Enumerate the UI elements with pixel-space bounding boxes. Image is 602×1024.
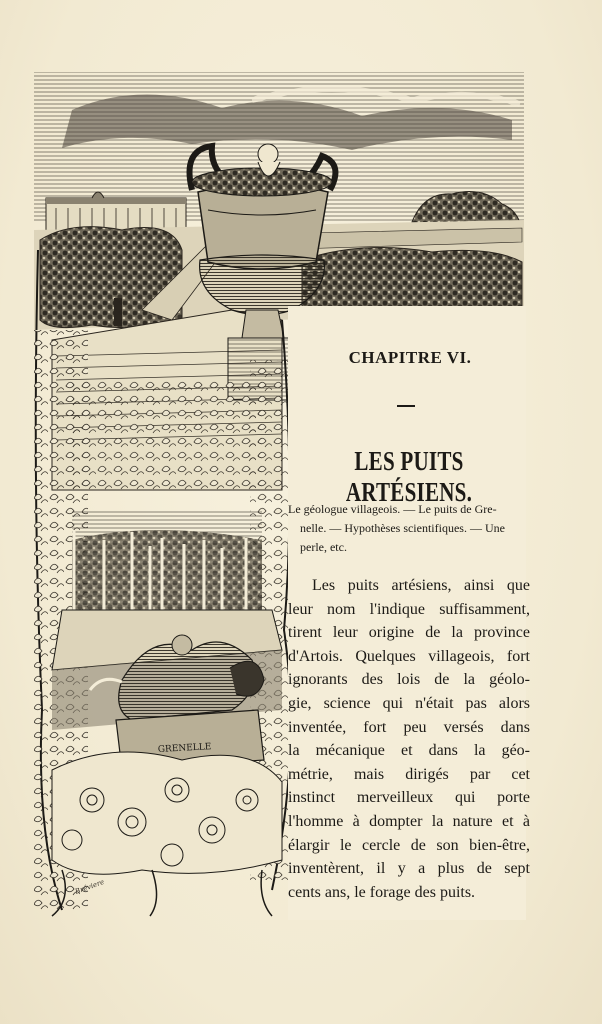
body-line: cents ans, le forage des puits. bbox=[288, 883, 476, 901]
body-line: inventèrent, il y a plus de sept bbox=[288, 860, 530, 878]
body-line: instinct merveilleux qui porte bbox=[288, 789, 530, 807]
pedestal-inscription: GRENELLE bbox=[157, 742, 212, 755]
flower-cluster-bottom bbox=[52, 752, 282, 916]
summary-line: perle, etc. bbox=[300, 540, 347, 554]
chapter-heading: CHAPITRE VI. bbox=[348, 348, 472, 367]
body-line: inventée, fort peu versés dans bbox=[288, 718, 530, 736]
body-line: élargir le cercle de son bien-être, bbox=[288, 836, 530, 854]
chapter-title: LES PUITS ARTÉSIENS. bbox=[345, 446, 473, 507]
chapter-summary bbox=[288, 500, 528, 557]
body-line: la mécanique et dans la géo- bbox=[288, 742, 530, 760]
body-line: ignorants des lois de la géolo- bbox=[288, 671, 530, 689]
body-line: d'Artois. Quelques villageois, fort bbox=[288, 647, 530, 665]
body-line: leur nom l'indique suffisamment, bbox=[288, 600, 530, 618]
body-line: l'homme à dompter la nature et à bbox=[288, 812, 530, 830]
heading-dash-rule bbox=[397, 405, 415, 407]
body-line: tirent leur origine de la province bbox=[288, 624, 530, 642]
body-line: Les puits artésiens, ainsi que bbox=[312, 577, 530, 594]
body-paragraph bbox=[288, 574, 530, 904]
engraver-signature: Bréviere bbox=[73, 877, 106, 896]
summary-line: Le géologue villageois. — Le puits de Gre- bbox=[288, 502, 497, 516]
body-line: métrie, mais dirigés par cet bbox=[288, 765, 530, 783]
summary-line: nelle. — Hypothèses scientifiques. — Une bbox=[300, 521, 505, 535]
body-line: gie, science qui n'était pas alors bbox=[288, 694, 530, 712]
